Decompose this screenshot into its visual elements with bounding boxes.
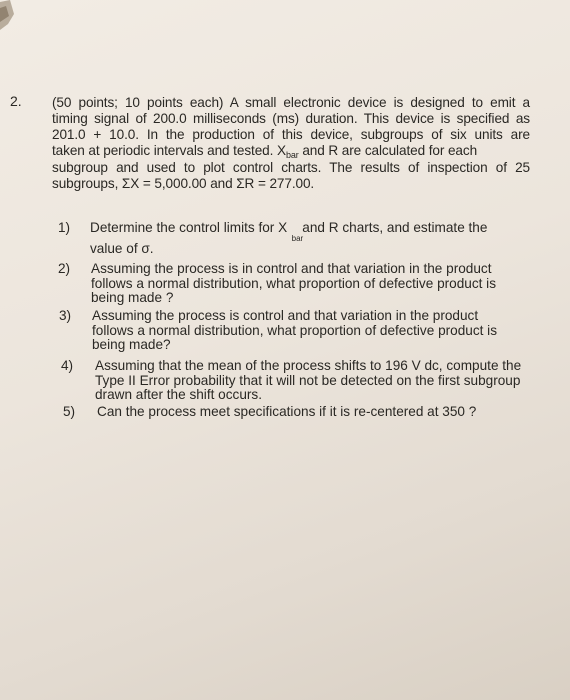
sub-question-line: drawn after the shift occurs.	[95, 387, 262, 402]
statement-line: subgroups, ΣX = 5,000.00 and ΣR = 277.00.	[52, 176, 315, 191]
sub-question-line: Assuming the process is in control and that variation in the product	[91, 261, 492, 276]
sub-question-number: 3)	[59, 308, 72, 323]
sub-question-number: 1)	[58, 220, 71, 235]
x-bar-subscript: bar	[291, 234, 304, 243]
sub-question-line: Assuming that the mean of the process shifts to 196 V dc, compute the	[95, 358, 522, 373]
question-number: 2.	[10, 93, 22, 109]
sub-question-number: 2)	[58, 261, 71, 276]
sub-question-line-end: and R charts, and estimate the	[302, 220, 488, 235]
sub-question-text	[97, 405, 476, 420]
sub-question-line: follows a normal distribution, what proportion of defective product is	[91, 275, 496, 291]
sub-question-number: 4)	[61, 358, 74, 373]
sub-question-line-start: Determine the control limits for X	[90, 220, 288, 235]
x-bar-symbol: X	[276, 143, 286, 158]
sub-question-text	[95, 359, 521, 403]
statement-line	[52, 143, 530, 160]
sub-question-line: follows a normal distribution, what proportion of defective product is	[92, 322, 497, 338]
statement-line-text: and R are calculated for each	[298, 143, 478, 158]
sub-question-text	[91, 262, 496, 306]
statement-line: 201.0 + 10.0. In the production of this device, subgroups of six units are	[52, 127, 530, 142]
statement-line: (50 points; 10 points each) A small electronic device is designed to emit a	[52, 95, 530, 110]
statement-line: timing signal of 200.0 milliseconds (ms) duration. This device is specified as	[52, 111, 530, 126]
statement-line: subgroup and used to plot control charts. The results of inspection of 25	[52, 160, 530, 175]
sub-question-line: value of σ.	[90, 240, 154, 256]
x-bar-subscript: bar	[285, 150, 299, 160]
sub-question-line: Can the process meet specifications if it is re-centered at 350 ?	[97, 404, 477, 419]
sub-question-line: being made?	[92, 337, 171, 352]
sub-question-line: Type II Error probability that it will not be detected on the first subgroup	[95, 372, 521, 388]
sub-question-line-text	[90, 220, 304, 243]
sub-question-text	[90, 221, 487, 256]
sub-question-line: being made ?	[91, 290, 174, 305]
sub-question-line	[90, 220, 488, 243]
sub-question-line: Assuming the process is control and that variation in the product	[92, 308, 479, 323]
sub-question-text	[92, 309, 497, 353]
sub-question-number: 5)	[63, 404, 76, 419]
statement-line-text: taken at periodic intervals and tested.	[52, 143, 274, 158]
page-corner-mark	[0, 0, 18, 40]
question-statement	[52, 95, 530, 192]
